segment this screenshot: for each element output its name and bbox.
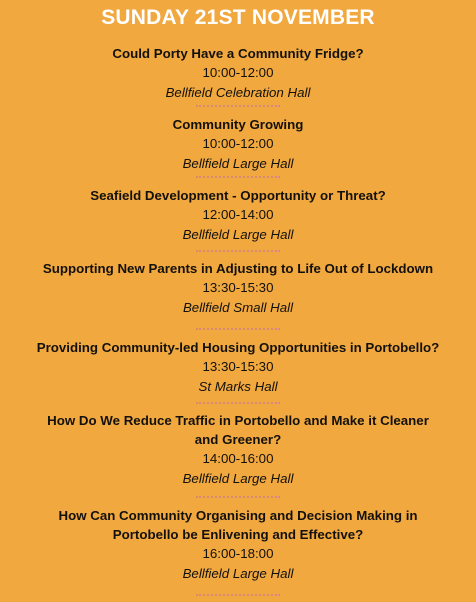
event-divider	[196, 250, 280, 252]
event-item	[10, 259, 466, 318]
event-time: 12:00-14:00	[202, 207, 274, 222]
event-venue: Bellfield Small Hall	[182, 300, 294, 315]
event-item	[10, 186, 466, 245]
event-divider	[196, 328, 280, 330]
event-title: Community Growing	[172, 117, 304, 132]
event-item	[46, 506, 430, 584]
event-time: 10:00-12:00	[202, 65, 274, 80]
event-time: 14:00-16:00	[202, 451, 274, 466]
schedule-heading: SUNDAY 21ST NOVEMBER	[101, 6, 375, 29]
event-venue: Bellfield Celebration Hall	[165, 85, 311, 100]
event-divider	[196, 496, 280, 498]
event-title: Supporting New Parents in Adjusting to Life Out of Lockdown	[42, 261, 434, 276]
event-item	[10, 115, 466, 174]
event-divider	[196, 594, 280, 596]
event-time: 10:00-12:00	[202, 136, 274, 151]
event-time: 13:30-15:30	[202, 280, 274, 295]
event-title: Could Porty Have a Community Fridge?	[112, 46, 364, 61]
event-divider	[196, 105, 280, 107]
event-title: How Do We Reduce Traffic in Portobello and Make it Cleaner and Greener?	[47, 413, 429, 447]
event-venue: Bellfield Large Hall	[182, 566, 294, 581]
event-venue: Bellfield Large Hall	[182, 227, 294, 242]
event-venue: Bellfield Large Hall	[182, 471, 294, 486]
event-title: Seafield Development - Opportunity or Threat?	[90, 188, 386, 203]
event-time: 16:00-18:00	[202, 546, 274, 561]
event-item	[10, 44, 466, 103]
event-item	[10, 338, 466, 397]
event-venue: St Marks Hall	[198, 379, 278, 394]
event-divider	[196, 176, 280, 178]
event-time: 13:30-15:30	[202, 359, 274, 374]
event-venue: Bellfield Large Hall	[182, 156, 294, 171]
event-title: How Can Community Organising and Decision Making in Portobello be Enlivening and Effective?	[58, 508, 418, 542]
event-title: Providing Community-led Housing Opportunities in Portobello?	[36, 340, 440, 355]
event-divider	[196, 402, 280, 404]
event-item	[36, 411, 440, 489]
